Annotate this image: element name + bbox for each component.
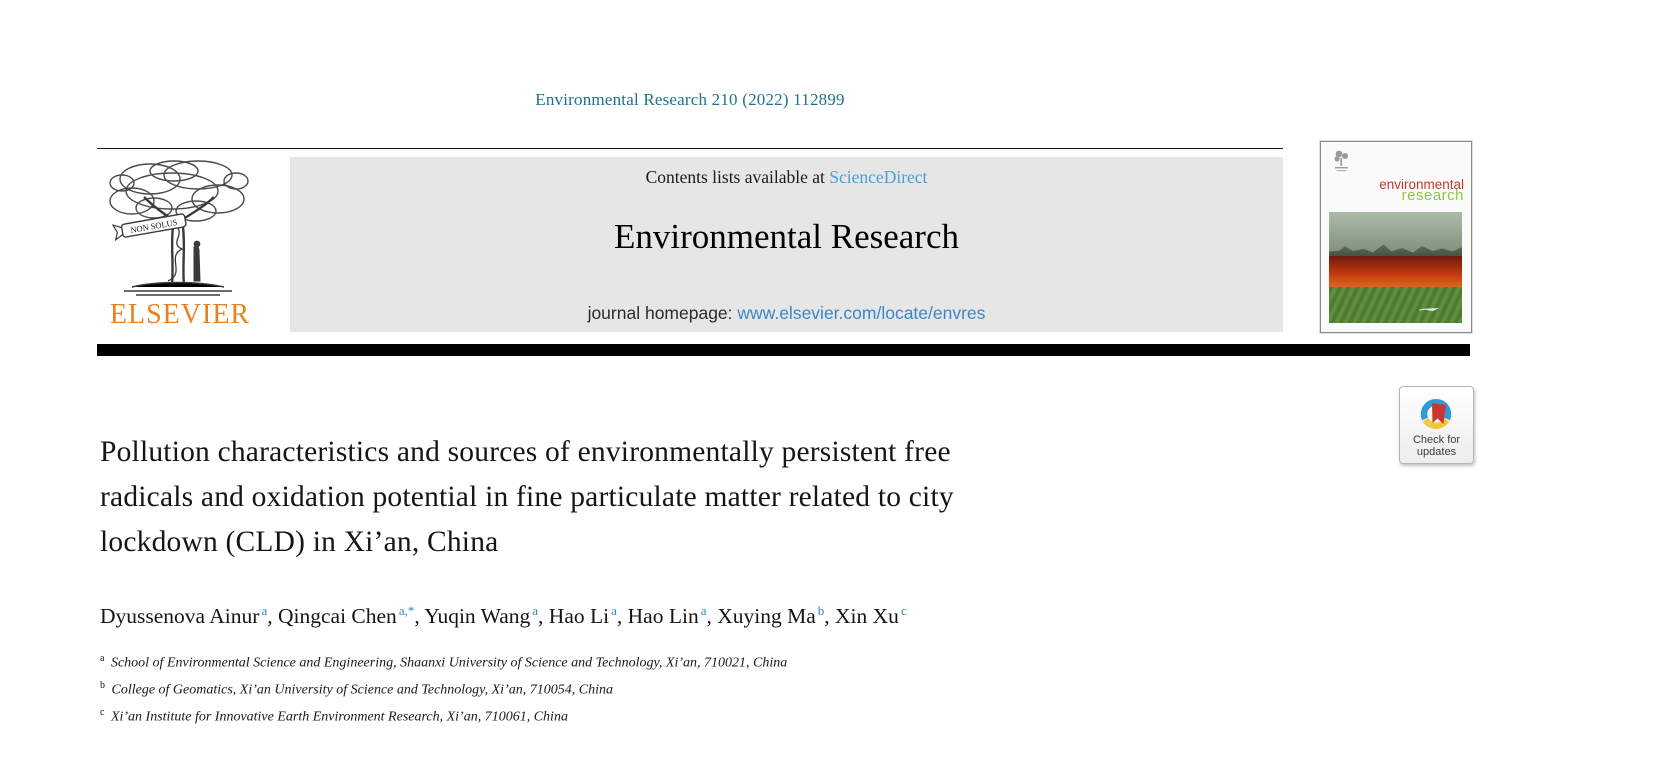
author-affiliation-sup: a bbox=[261, 603, 268, 618]
contents-prefix: Contents lists available at bbox=[645, 167, 830, 187]
author-name: Yuqin Wang bbox=[424, 604, 531, 629]
check-updates-icon bbox=[1416, 393, 1456, 433]
author-name: Xin Xu bbox=[835, 604, 899, 629]
elsevier-tree-icon bbox=[102, 153, 254, 298]
journal-title: Environmental Research bbox=[613, 217, 959, 256]
cover-mini-tree-icon bbox=[1331, 149, 1353, 175]
homepage-prefix: journal homepage: bbox=[587, 303, 738, 323]
elsevier-wordmark: ELSEVIER bbox=[109, 299, 251, 330]
affiliation-item: $^c$ Xi’an Institute for Innovative Earth Environment Research, Xi’an, 710061, China bbox=[100, 707, 568, 725]
section-divider-bar bbox=[97, 344, 1470, 356]
author-name: Xuying Ma bbox=[717, 604, 816, 629]
contents-line bbox=[290, 167, 1283, 188]
author-name: Qingcai Chen bbox=[277, 604, 397, 629]
title-line: Pollution characteristics and sources of environmentally persistent free bbox=[100, 436, 951, 468]
journal-citation: Environmental Research 210 (2022) 112899 bbox=[535, 90, 845, 109]
cover-red-field bbox=[1329, 256, 1462, 289]
affiliation-sup: c bbox=[100, 707, 105, 719]
journal-cover-thumbnail bbox=[1320, 141, 1472, 333]
sciencedirect-link[interactable]: ScienceDirect bbox=[829, 167, 928, 187]
affiliation-item: $^b$ College of Geomatics, Xi’an University of Science and Technology, Xi’an, 710054, China bbox=[100, 680, 613, 698]
elsevier-logo bbox=[100, 153, 260, 332]
author-affiliation-sup: c bbox=[900, 603, 907, 618]
author-name: Hao Lin bbox=[627, 604, 699, 629]
title-line: radicals and oxidation potential in fine particulate matter related to city bbox=[100, 481, 954, 513]
homepage-link[interactable]: www.elsevier.com/locate/envres bbox=[737, 303, 986, 323]
affiliation-list bbox=[100, 648, 1200, 729]
author bbox=[628, 604, 707, 628]
author-affiliation-sup: a bbox=[532, 603, 539, 618]
cover-green-field bbox=[1329, 287, 1462, 323]
homepage-line bbox=[290, 303, 1283, 324]
journal-header-box bbox=[290, 157, 1283, 332]
affiliation-item: $^a$ School of Environmental Science and Engineering, Shaanxi University of Science and Technology, Xi’an, 710021, China bbox=[100, 653, 788, 671]
author-affiliation-sup: a bbox=[611, 603, 617, 618]
affiliation-sup: b bbox=[100, 680, 105, 692]
author-list: Dyussenova Ainur $^a$, Qingcai Chen $^{a,*}$, Yuqin Wang $^a$, Hao Li $^a$, Hao Lin $^a$, Xuying Ma $^b$, Xin Xu $^c$ bbox=[100, 603, 907, 629]
svg-text:NON SOLUS: NON SOLUS bbox=[129, 216, 179, 236]
author bbox=[717, 604, 824, 628]
article-title bbox=[100, 430, 1320, 565]
author-name: Dyussenova Ainur bbox=[100, 604, 260, 629]
cover-photo bbox=[1329, 212, 1462, 323]
cover-title-environmental: environmental bbox=[1379, 177, 1464, 192]
author-name: Hao Li bbox=[548, 604, 610, 629]
affiliation-sup: a bbox=[100, 653, 105, 664]
author bbox=[278, 604, 414, 628]
non-solus-banner bbox=[113, 213, 187, 240]
author bbox=[100, 604, 267, 628]
author bbox=[424, 604, 538, 628]
cover-plane-icon bbox=[1419, 305, 1441, 313]
header-rule bbox=[97, 148, 1283, 149]
author-affiliation-sup: a bbox=[700, 603, 707, 618]
cover-journal-title bbox=[1379, 178, 1464, 202]
author bbox=[835, 604, 907, 628]
cover-title-research: research bbox=[1401, 187, 1464, 204]
check-for-updates-badge[interactable] bbox=[1399, 386, 1474, 464]
title-line: lockdown (CLD) in Xi’an, China bbox=[100, 526, 499, 558]
author-affiliation-sup: a,* bbox=[398, 603, 415, 618]
badge-label: Check for updates bbox=[1412, 434, 1461, 458]
author-affiliation-sup: b bbox=[817, 603, 825, 618]
author bbox=[549, 604, 617, 628]
